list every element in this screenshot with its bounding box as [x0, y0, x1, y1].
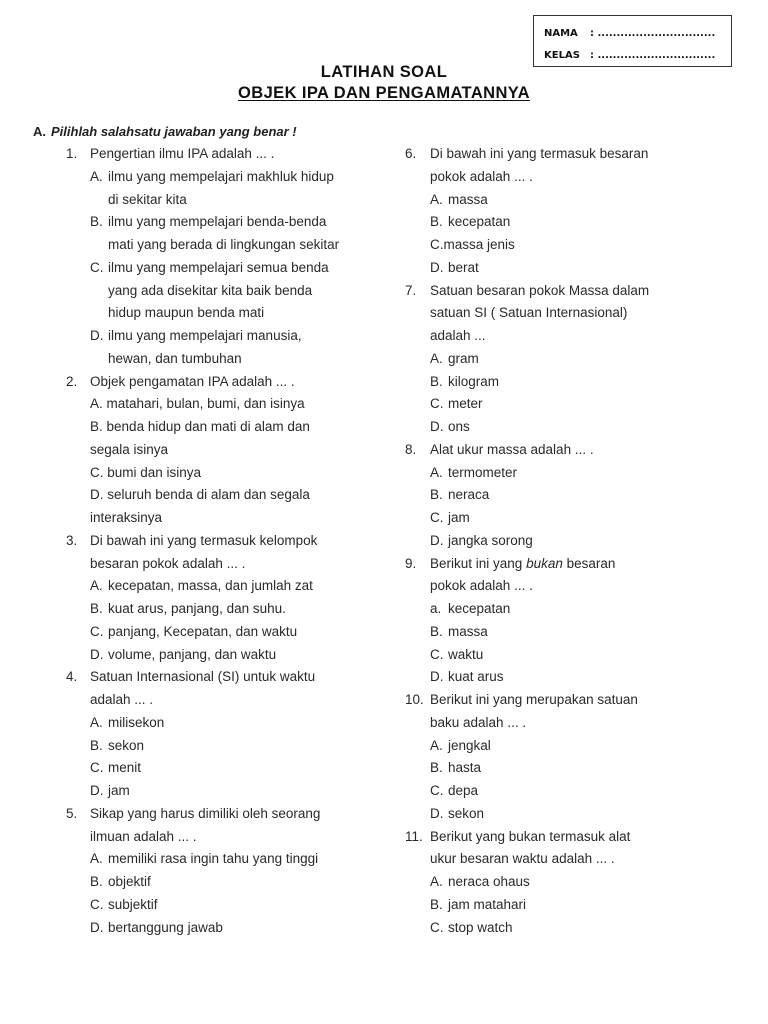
option-label: D. — [430, 419, 444, 434]
option-label: D. — [90, 487, 104, 503]
option-label: A. — [90, 396, 103, 412]
option-list — [405, 462, 705, 553]
option-d — [430, 666, 705, 689]
option-label: C. — [430, 237, 444, 252]
option-b — [430, 894, 705, 917]
option-text: neraca — [448, 487, 490, 503]
option-label: A. — [90, 168, 103, 184]
question-number: 9. — [405, 555, 417, 571]
option-d — [90, 484, 376, 530]
question-text-end: besaran pokok adalah ... . — [430, 555, 616, 594]
option-d — [90, 644, 376, 667]
option-b — [430, 371, 705, 394]
option-label: B. — [430, 896, 443, 912]
option-c — [430, 780, 705, 803]
option-text: objektif — [108, 874, 151, 889]
option-text: volume, panjang, dan waktu — [108, 646, 277, 662]
option-text: ilmu yang mempelajari benda-benda mati yang berada di lingkungan sekitar — [108, 214, 340, 252]
option-d — [90, 780, 376, 803]
question-number: 6. — [405, 146, 417, 161]
option-c — [90, 894, 376, 917]
question-text: Berikut yang bukan termasuk alat ukur besaran waktu adalah ... . — [430, 828, 631, 867]
option-list — [66, 166, 376, 371]
option-label: A. — [430, 191, 443, 207]
option-label: A. — [90, 851, 103, 867]
option-text: jam matahari — [448, 896, 527, 912]
section-instruction: Pilihlah salahsatu jawaban yang benar ! — [51, 124, 297, 139]
option-text: bumi dan isinya — [107, 464, 202, 480]
option-text: kecepatan — [448, 214, 511, 230]
option-text: stop watch — [448, 919, 513, 935]
option-b — [90, 416, 376, 462]
question-4 — [66, 666, 376, 803]
option-label: D. — [90, 646, 104, 662]
option-c — [90, 757, 376, 780]
option-text: massa — [448, 623, 488, 639]
page-subtitle: OBJEK IPA DAN PENGAMATANNYA — [238, 84, 530, 102]
option-text: neraca ohaus — [448, 874, 530, 889]
student-identity-box — [533, 15, 732, 67]
option-label: B. — [430, 623, 443, 639]
option-b — [430, 211, 705, 234]
question-3 — [66, 530, 376, 667]
question-text: Satuan besaran pokok Massa dalam satuan SI ( Satuan Internasional) adalah ... — [430, 282, 650, 343]
option-a — [430, 735, 705, 758]
option-d — [90, 325, 376, 371]
question-number: 11. — [405, 828, 423, 844]
option-b — [90, 211, 376, 257]
option-label: D. — [430, 532, 444, 548]
option-c — [430, 917, 705, 940]
option-label: A. — [430, 874, 443, 889]
option-text: bertanggung jawab — [108, 919, 223, 935]
option-label: A. — [430, 464, 443, 480]
option-text: jam — [108, 783, 130, 798]
option-label: C. — [430, 783, 444, 798]
option-label: D. — [90, 328, 104, 343]
option-label: A. — [90, 714, 103, 730]
question-number: 7. — [405, 282, 417, 298]
question-number: 5. — [66, 805, 78, 821]
option-text: subjektif — [108, 896, 158, 912]
option-c — [430, 234, 705, 257]
option-a — [90, 393, 376, 416]
option-label: C. — [90, 760, 104, 776]
option-label: C. — [430, 510, 444, 525]
option-list — [66, 712, 376, 803]
option-list — [66, 575, 376, 666]
option-d — [430, 803, 705, 826]
option-text: gram — [448, 350, 479, 366]
option-label: B. — [90, 214, 103, 230]
option-a — [430, 348, 705, 371]
option-text: termometer — [448, 464, 518, 480]
option-label: C. — [90, 464, 104, 480]
option-text: milisekon — [108, 714, 165, 730]
question-2 — [66, 371, 376, 530]
option-label: D. — [430, 805, 444, 821]
option-list — [405, 735, 705, 826]
option-c — [430, 644, 705, 667]
option-c — [90, 257, 376, 325]
option-label: D. — [430, 259, 444, 275]
option-label: B. — [430, 760, 443, 776]
option-list — [66, 848, 376, 939]
question-text — [405, 553, 705, 599]
option-c — [430, 507, 705, 530]
question-text: Satuan Internasional (SI) untuk waktu adalah ... . — [90, 669, 316, 707]
class-label: KELAS — [544, 50, 580, 61]
option-text: ilmu yang mempelajari manusia, hewan, dan tumbuhan — [108, 328, 302, 366]
question-8 — [405, 439, 705, 553]
option-b — [90, 598, 376, 621]
option-text: panjang, Kecepatan, dan waktu — [108, 623, 298, 639]
option-a — [430, 462, 705, 485]
option-label: A. — [430, 737, 443, 753]
option-a — [430, 189, 705, 212]
question-6 — [405, 143, 705, 280]
option-label: C. — [90, 896, 104, 912]
option-label: B. — [430, 214, 443, 230]
option-text: waktu — [448, 646, 484, 662]
option-b — [430, 621, 705, 644]
option-label: D. — [90, 919, 104, 935]
question-11 — [405, 826, 705, 940]
option-text: massa jenis — [443, 237, 515, 252]
section-number: A. — [33, 124, 46, 139]
option-d — [430, 257, 705, 280]
question-1 — [66, 143, 376, 371]
name-row — [544, 28, 715, 39]
question-number: 10. — [405, 692, 424, 707]
option-list — [405, 348, 705, 439]
option-d — [90, 917, 376, 940]
option-list — [405, 598, 705, 689]
option-text: jengkal — [448, 737, 491, 753]
section-heading — [33, 124, 297, 139]
question-text: Di bawah ini yang termasuk besaran pokok adalah ... . — [430, 146, 649, 184]
option-text: ilmu yang mempelajari semua benda yang ada disekitar kita baik benda hidup maupun benda mati — [108, 259, 329, 321]
option-text: benda hidup dan mati di alam dan segala isinya — [90, 419, 310, 457]
option-a — [430, 871, 705, 894]
option-label: A. — [430, 350, 443, 366]
option-text: matahari, bulan, bumi, dan isinya — [106, 396, 305, 412]
option-label: B. — [430, 373, 443, 389]
option-text: sekon — [108, 737, 145, 753]
option-label: a. — [430, 601, 442, 616]
left-column — [66, 143, 376, 939]
option-text: berat — [448, 259, 479, 275]
question-10 — [405, 689, 705, 826]
option-a — [430, 598, 705, 621]
question-number: 1. — [66, 146, 78, 161]
option-text: jam — [448, 510, 470, 525]
question-number: 3. — [66, 532, 78, 548]
option-label: B. — [90, 737, 103, 753]
option-label: C. — [430, 396, 444, 412]
option-label: A. — [90, 578, 103, 594]
option-text: kuat arus — [448, 669, 504, 685]
question-7 — [405, 280, 705, 439]
right-column — [405, 143, 705, 939]
option-a — [90, 166, 376, 212]
option-text: kilogram — [448, 373, 500, 389]
name-blank: : ............................... — [590, 28, 716, 39]
option-label: C. — [90, 259, 104, 275]
option-c — [90, 621, 376, 644]
question-number: 2. — [66, 373, 78, 389]
option-text: meter — [448, 396, 483, 412]
option-text: kecepatan, massa, dan jumlah zat — [108, 578, 313, 594]
option-a — [90, 712, 376, 735]
option-label: B. — [430, 487, 443, 503]
option-b — [90, 871, 376, 894]
question-text: Di bawah ini yang termasuk kelompok besaran pokok adalah ... . — [90, 532, 318, 571]
option-text: ons — [448, 419, 470, 434]
option-label: B. — [90, 601, 103, 616]
question-text-emphasis: bukan — [526, 555, 563, 571]
option-text: memiliki rasa ingin tahu yang tinggi — [108, 851, 319, 867]
option-label: B. — [90, 419, 103, 434]
name-label: NAMA — [544, 28, 578, 39]
option-label: C. — [430, 646, 444, 662]
page-title: LATIHAN SOAL — [320, 63, 448, 81]
option-text: menit — [108, 760, 142, 776]
option-b — [430, 484, 705, 507]
question-text: Pengertian ilmu IPA adalah ... . — [90, 146, 275, 161]
option-c — [430, 393, 705, 416]
option-label: B. — [90, 874, 103, 889]
option-text: massa — [448, 191, 488, 207]
question-9 — [405, 553, 705, 690]
option-label: D. — [430, 669, 444, 685]
question-5 — [66, 803, 376, 940]
option-list — [66, 393, 376, 530]
option-text: ilmu yang mempelajari makhluk hidup di sekitar kita — [108, 168, 334, 207]
option-label: C. — [90, 623, 104, 639]
question-text: Berikut ini yang merupakan satuan baku adalah ... . — [430, 692, 638, 730]
option-text: hasta — [448, 760, 482, 776]
option-d — [430, 530, 705, 553]
option-list — [405, 871, 705, 939]
question-number: 8. — [405, 441, 417, 457]
class-blank: : ............................... — [590, 50, 716, 61]
option-text: kuat arus, panjang, dan suhu. — [108, 601, 286, 616]
option-label: C. — [430, 919, 444, 935]
option-a — [90, 575, 376, 598]
question-number: 4. — [66, 669, 78, 685]
option-c — [90, 462, 376, 485]
option-text: jangka sorong — [448, 532, 533, 548]
option-text: depa — [448, 783, 479, 798]
option-a — [90, 848, 376, 871]
option-text: seluruh benda di alam dan segala interaksinya — [90, 487, 310, 525]
question-text: Alat ukur massa adalah ... . — [430, 441, 594, 457]
option-text: sekon — [448, 805, 485, 821]
question-text: Objek pengamatan IPA adalah ... . — [90, 373, 295, 389]
option-list — [405, 189, 705, 280]
option-text: kecepatan — [448, 601, 511, 616]
option-label: D. — [90, 783, 104, 798]
class-row — [544, 50, 715, 61]
option-d — [430, 416, 705, 439]
question-text: Sikap yang harus dimiliki oleh seorang ilmuan adalah ... . — [90, 805, 321, 844]
question-text-start: Berikut ini yang — [430, 555, 527, 571]
option-b — [90, 735, 376, 758]
option-b — [430, 757, 705, 780]
